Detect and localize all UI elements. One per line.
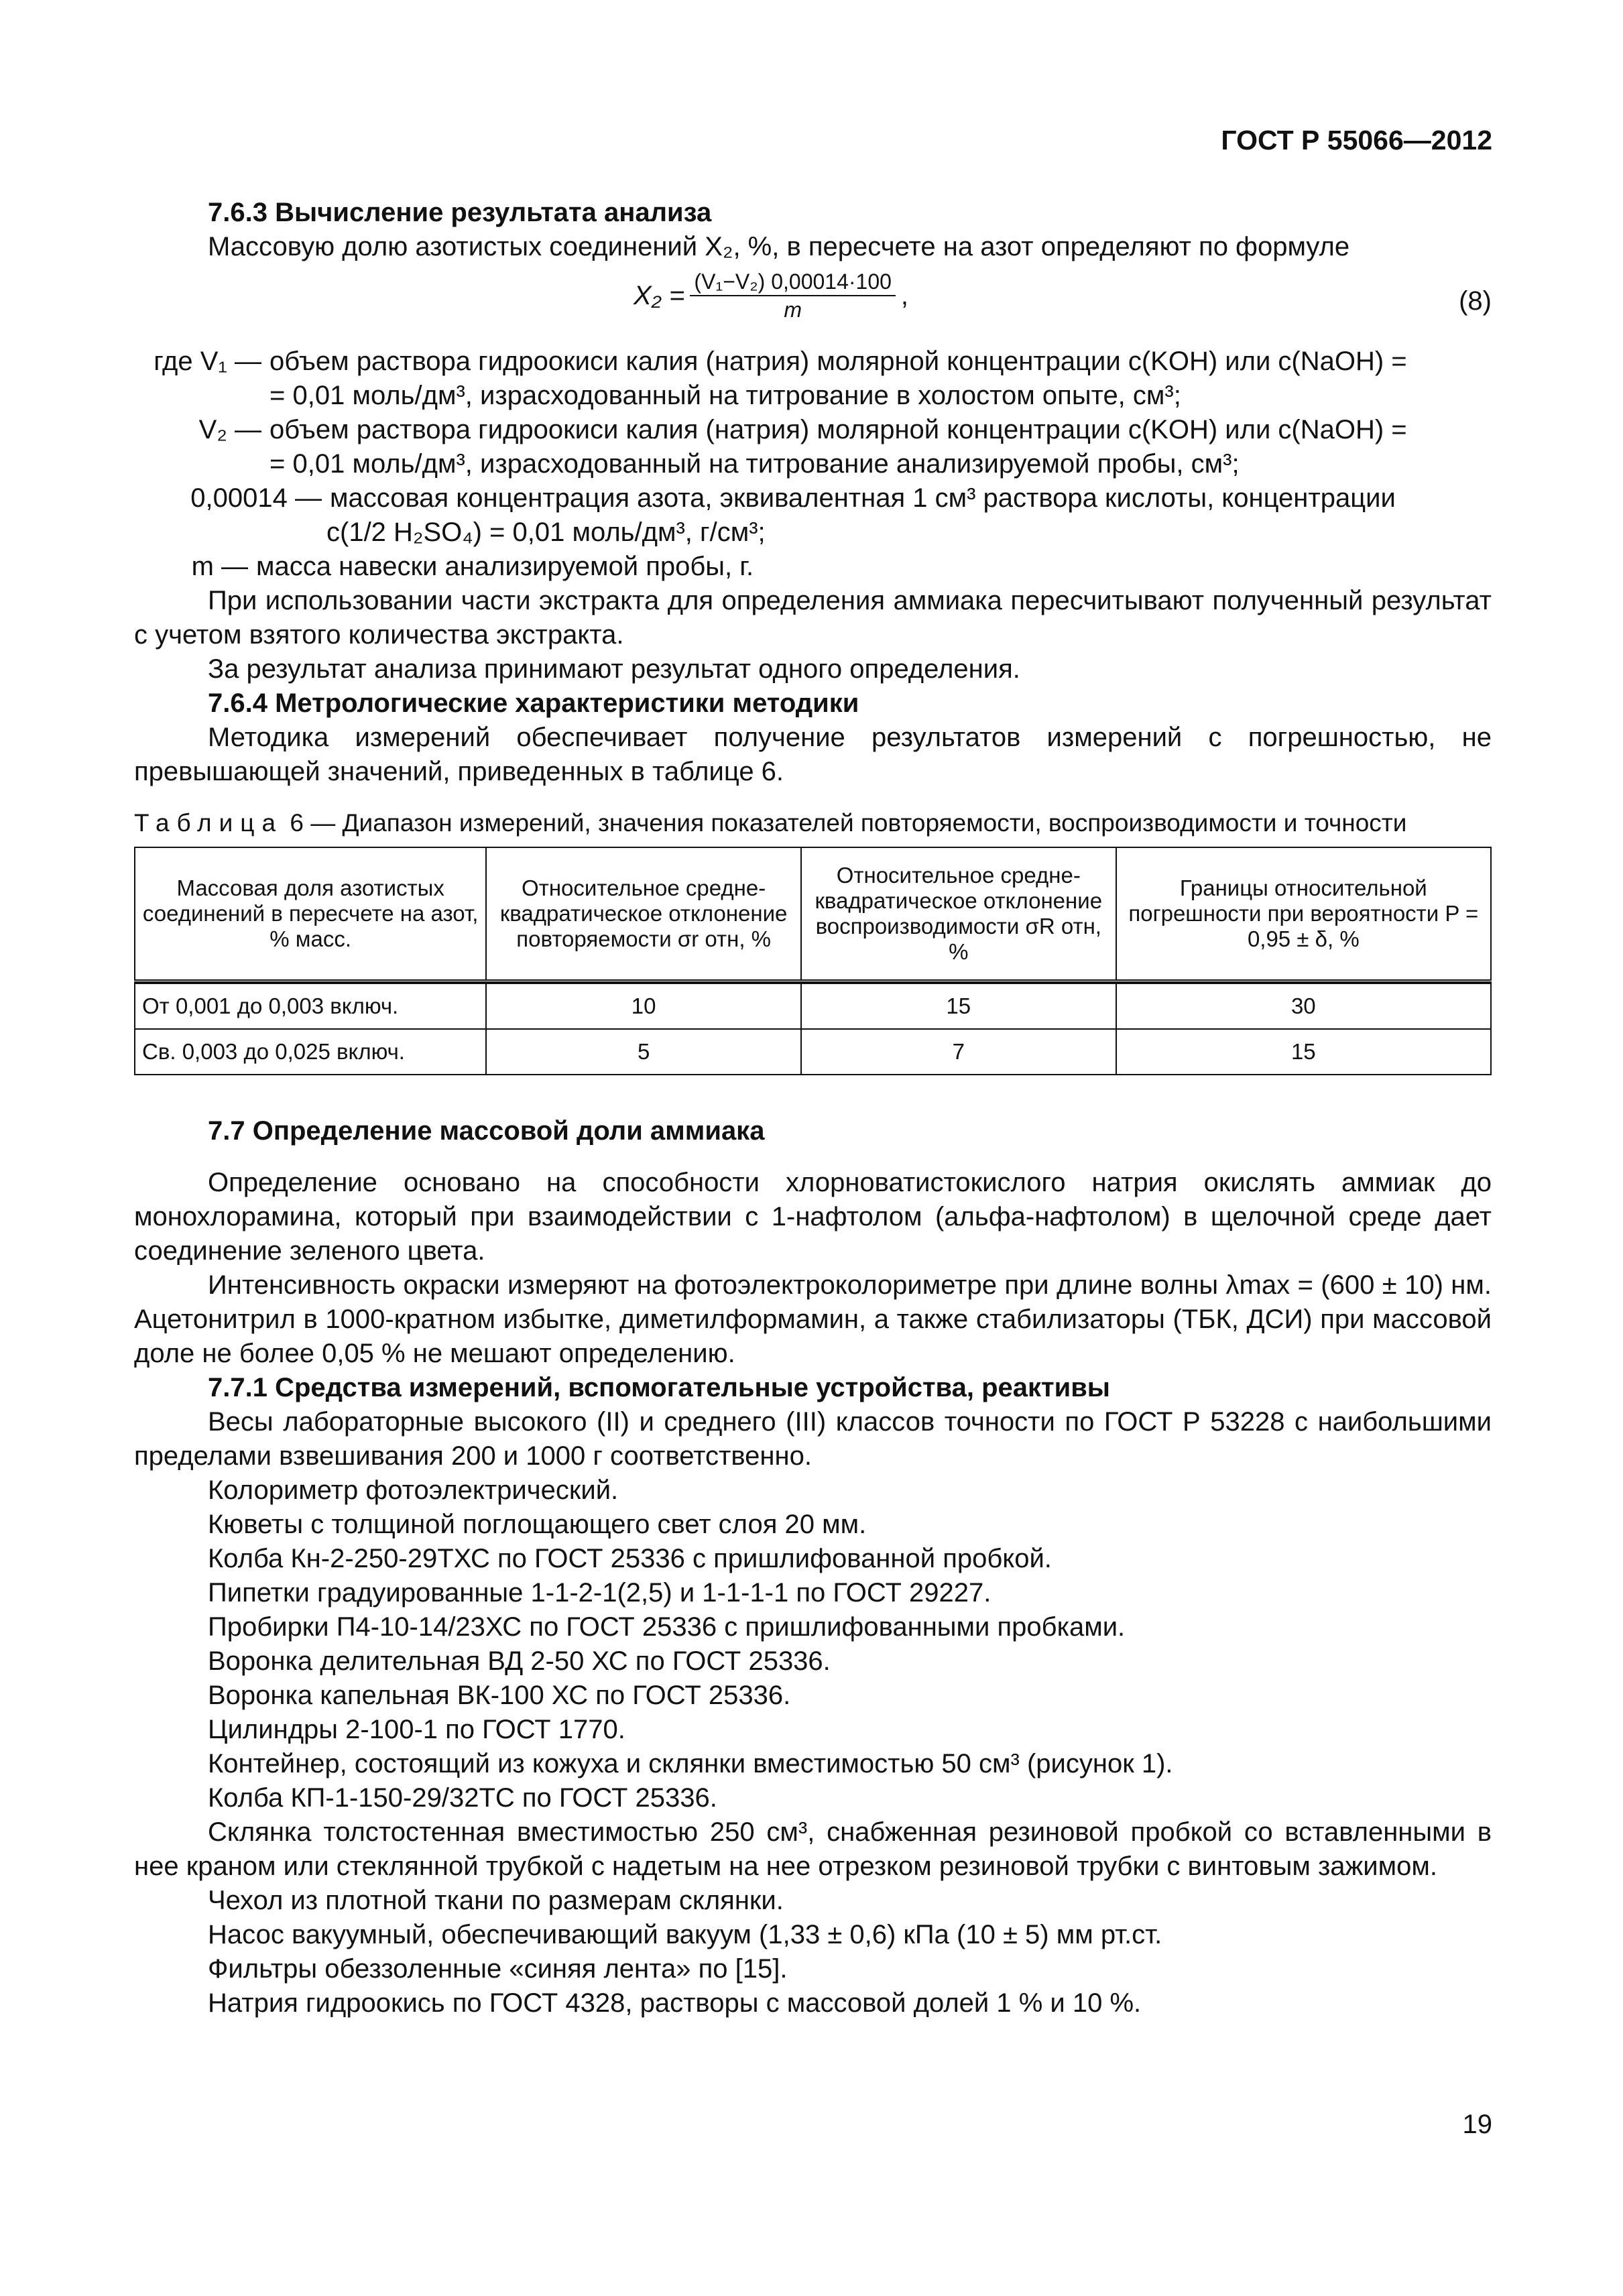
column-header: Относительное средне-квадратическое отклонение повторяемости σr отн, %: [486, 847, 801, 981]
formula-numerator: (V₁−V₂) 0,00014·100: [694, 269, 892, 294]
where-symbol: где V₁ —: [154, 347, 261, 376]
list-item: Воронка делительная ВД 2-50 ХС по ГОСТ 25336.: [208, 1646, 831, 1676]
list-item: Чехол из плотной ткани по размерам склянки.: [208, 1886, 784, 1915]
formula-trail: ,: [900, 280, 909, 310]
list-item: Пипетки градуированные 1-1-2-1(2,5) и 1-1-1-1 по ГОСТ 29227.: [208, 1578, 991, 1608]
table-row: [135, 1029, 1491, 1075]
list-item: Весы лабораторные высокого (II) и среднего (III) классов точности по ГОСТ Р 53228 с наибольшими пределами взвешивания 200 и 1000 г соответственно.: [134, 1407, 1492, 1471]
page-number: 19: [1462, 2110, 1492, 2139]
where-item: [134, 550, 1492, 584]
equipment-list: [134, 1405, 1492, 2020]
formula-denominator: m: [690, 295, 896, 323]
where-symbol: 0,00014 —: [190, 483, 322, 513]
list-item: Склянка толстостенная вместимостью 250 см³, снабженная резиновой пробкой со вставленными в нее краном или стеклянной трубкой с надетым на нее отрезком резиновой трубки с винтовым зажимом.: [134, 1817, 1492, 1881]
table-caption-text: 6 — Диапазон измерений, значения показателей повторяемости, воспроизводимости и точности: [283, 809, 1407, 837]
where-continuation: = 0,01 моль/дм³, израсходованный на титрование в холостом опыте, см³;: [269, 381, 1181, 410]
formula-8: [634, 268, 908, 323]
where-text: масса навески анализируемой пробы, г.: [256, 552, 754, 581]
column-header: Массовая доля азотистых соединений в пересчете на азот, % масс.: [135, 847, 486, 981]
where-text: объем раствора гидроокиси калия (натрия) молярной концентрации c(KOH) или c(NaOH) =: [269, 415, 1407, 444]
formula-fraction: [690, 268, 896, 323]
formula-number: (8): [1459, 286, 1492, 316]
table-row: [135, 983, 1491, 1029]
formula-block: [134, 268, 1492, 342]
list-item: Цилиндры 2-100-1 по ГОСТ 1770.: [208, 1715, 625, 1744]
paragraph: Определение основано на способности хлорноватистокислого натрия окислять аммиак до монохлорамина, который при взаимодействии с 1-нафтолом (альфа-нафтолом) в щелочной среде дает соединение зеленого цвета.: [134, 1168, 1492, 1266]
where-list: [134, 345, 1492, 584]
where-item: [134, 413, 1492, 447]
table-caption-word: Таблица: [134, 809, 284, 837]
table-cell: 7: [801, 1029, 1116, 1075]
table-6: [134, 847, 1492, 1075]
page-content: [134, 196, 1492, 2020]
where-text: массовая концентрация азота, эквивалентная 1 см³ раствора кислоты, концентрации: [330, 483, 1396, 513]
column-header: Границы относительной погрешности при вероятности P = 0,95 ± δ, %: [1116, 847, 1491, 981]
where-symbol: V₂ —: [198, 415, 261, 444]
list-item: Колориметр фотоэлектрический.: [208, 1475, 619, 1505]
table-caption: [134, 808, 1492, 839]
paragraph: За результат анализа принимают результат одного определения.: [208, 654, 1020, 684]
table-header-row: [135, 847, 1491, 981]
table-cell: От 0,001 до 0,003 включ.: [135, 983, 486, 1029]
where-continuation: = 0,01 моль/дм³, израсходованный на титрование анализируемой пробы, см³;: [269, 449, 1240, 479]
section-heading-7-6-4: 7.6.4 Метрологические характеристики методики: [208, 688, 859, 718]
formula-lhs: X₂ =: [634, 280, 685, 310]
where-text: объем раствора гидроокиси калия (натрия) молярной концентрации c(KOH) или c(NaOH) =: [269, 347, 1407, 376]
paragraph-intro: Массовую долю азотистых соединений X₂, %, в пересчете на азот определяют по формуле: [208, 232, 1350, 261]
list-item: Воронка капельная ВК-100 ХС по ГОСТ 25336.: [208, 1681, 791, 1710]
paragraph: Интенсивность окраски измеряют на фотоэлектроколориметре при длине волны λmax = (600 ± 10) нм. Ацетонитрил в 1000-кратном избытке, диметилформамин, а также стабилизаторы (ТБК, ДСИ) при массовой доле не более 0,05 % не мешают определению.: [134, 1270, 1492, 1368]
where-item: [134, 345, 1492, 379]
table-cell: 15: [801, 983, 1116, 1029]
table-cell: Св. 0,003 до 0,025 включ.: [135, 1029, 486, 1075]
list-item: Контейнер, состоящий из кожуха и склянки вместимостью 50 см³ (рисунок 1).: [208, 1749, 1173, 1778]
list-item: Натрия гидроокись по ГОСТ 4328, растворы с массовой долей 1 % и 10 %.: [208, 1988, 1142, 2018]
table-cell: 10: [486, 983, 801, 1029]
section-heading-7-7: 7.7 Определение массовой доли аммиака: [208, 1116, 765, 1146]
column-header: Относительное средне-квадратическое отклонение воспроизводимости σR отн, %: [801, 847, 1116, 981]
document-code: ГОСТ Р 55066—2012: [1221, 125, 1492, 156]
list-item: Фильтры обеззоленные «синяя лента» по [15].: [208, 1954, 788, 1984]
paragraph: Методика измерений обеспечивает получение результатов измерений с погрешностью, не превышающей значений, приведенных в таблице 6.: [134, 723, 1492, 786]
table-cell: 30: [1116, 983, 1491, 1029]
where-symbol: m —: [191, 552, 248, 581]
where-continuation: c(1/2 H₂SO₄) = 0,01 моль/дм³, г/см³;: [326, 518, 766, 547]
list-item: Пробирки П4-10-14/23ХС по ГОСТ 25336 с пришлифованными пробками.: [208, 1612, 1126, 1642]
table-cell: 15: [1116, 1029, 1491, 1075]
list-item: Колба КП-1-150-29/32ТС по ГОСТ 25336.: [208, 1783, 717, 1813]
list-item: Колба Кн-2-250-29ТХС по ГОСТ 25336 с пришлифованной пробкой.: [208, 1544, 1052, 1573]
paragraph: При использовании части экстракта для определения аммиака пересчитывают полученный результат с учетом взятого количества экстракта.: [134, 586, 1492, 650]
where-item: [134, 481, 1492, 516]
section-heading-7-7-1: 7.7.1 Средства измерений, вспомогательные устройства, реактивы: [208, 1373, 1110, 1402]
list-item: Насос вакуумный, обеспечивающий вакуум (1,33 ± 0,6) кПа (10 ± 5) мм рт.ст.: [208, 1920, 1162, 1949]
table-cell: 5: [486, 1029, 801, 1075]
list-item: Кюветы с толщиной поглощающего свет слоя 20 мм.: [208, 1510, 867, 1539]
section-heading-7-6-3: 7.6.3 Вычисление результата анализа: [208, 198, 712, 227]
